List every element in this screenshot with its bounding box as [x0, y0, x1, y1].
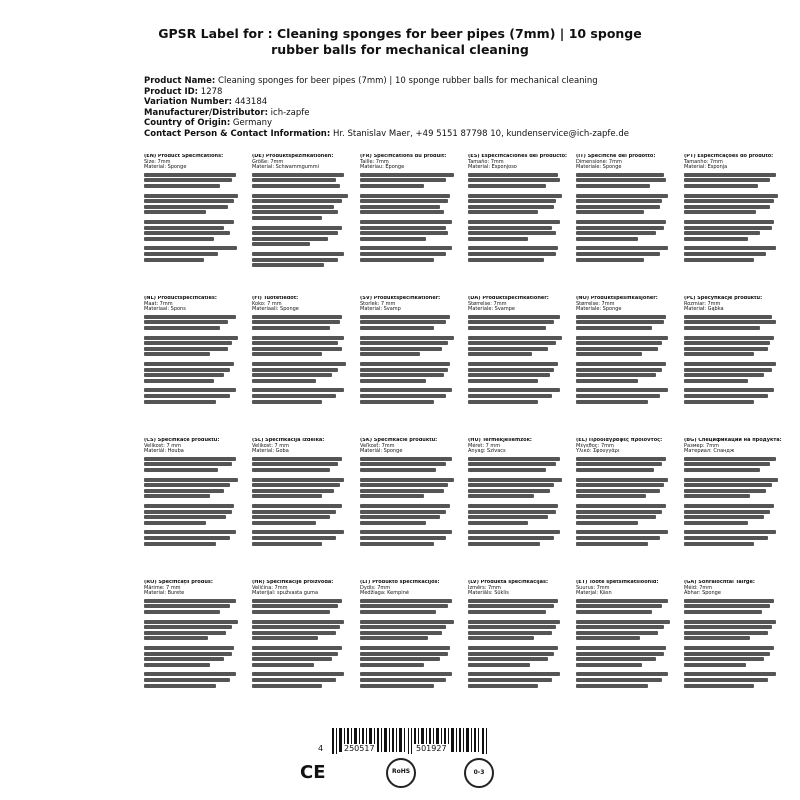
language-line: Mărime: 7 mm — [144, 584, 181, 591]
text-lines — [144, 173, 244, 262]
language-line: Größe: 7mm — [252, 158, 284, 165]
language-line: Materiaali: Sponge — [252, 306, 299, 313]
meta-row — [144, 76, 784, 87]
language-header: (PL) Specyfikacje produktu: — [684, 296, 763, 301]
language-header: (CS) Specifikace produktu: — [144, 438, 220, 443]
language-line: Material: Goba — [252, 448, 289, 455]
language-header: (PT) Especificações do produto: — [684, 154, 774, 159]
language-line: Material: Sponge — [144, 164, 187, 171]
language-line: Material: Svamp — [360, 306, 401, 313]
language-line: Tamaño: 7mm — [468, 158, 504, 165]
language-line: Dydis: 7mm — [360, 584, 391, 591]
text-lines — [684, 315, 784, 404]
language-line: Materiale: Sponge — [576, 164, 622, 171]
language-line: Material: Esponjoso — [468, 164, 517, 171]
language-header: (IT) Specifiche del prodotto: — [576, 154, 656, 159]
title-line-1: GPSR Label for : Cleaning sponges for beer pipes (7mm) | 10 sponge — [158, 26, 642, 41]
language-header: (GA) Sonraíochtaí Táirge: — [684, 580, 755, 585]
language-line: Velikost: 7 mm — [144, 442, 182, 449]
language-block — [468, 154, 568, 289]
language-line: Material: Burete — [144, 590, 185, 597]
language-block — [468, 296, 568, 431]
language-line: Méid: 7mm — [684, 584, 713, 591]
text-lines — [252, 599, 352, 688]
language-line: Rozmiar: 7mm — [684, 300, 721, 307]
text-lines — [360, 315, 460, 404]
language-block — [252, 296, 352, 431]
language-line: Size: 7mm — [144, 158, 171, 165]
language-header: (FI) Tuotetiedot: — [252, 296, 299, 301]
meta-key: Country of Origin: — [144, 118, 231, 128]
language-line: Veľkosť: 7mm — [360, 442, 395, 449]
rohs-icon — [386, 758, 416, 788]
language-header: (SL) Specifikacija izdelka: — [252, 438, 325, 443]
language-line: Anyag: Szivacs — [468, 448, 506, 455]
language-block — [360, 580, 460, 715]
meta-value: Cleaning sponges for beer pipes (7mm) | 10 sponge rubber balls for mechanical cleaning — [218, 76, 598, 86]
language-line: Materjal: Käsn — [576, 590, 612, 597]
language-line: Материал: Спандж — [684, 448, 735, 455]
text-lines — [468, 173, 568, 262]
language-line: Materijal: spužvasta guma — [252, 590, 319, 597]
language-block — [252, 580, 352, 715]
text-lines — [576, 457, 676, 546]
language-block — [360, 154, 460, 289]
meta-value: 443184 — [234, 97, 268, 107]
language-line: Medžiaga: Kempinė — [360, 590, 409, 597]
text-lines — [468, 457, 568, 546]
text-lines — [684, 599, 784, 688]
language-header: (DE) Produktspezifikationen: — [252, 154, 334, 159]
language-header: (LV) Produkta specifikācijas: — [468, 580, 548, 585]
language-header: (DA) Produktspecifikationer: — [468, 296, 549, 301]
language-header: (HR) Specifikacije proizvoda: — [252, 580, 334, 585]
age-warning-icon — [464, 758, 494, 788]
language-block — [252, 154, 352, 289]
text-lines — [360, 599, 460, 688]
language-header: (ES) Especificaciones del producto: — [468, 154, 568, 159]
meta-row — [144, 129, 784, 140]
language-row — [144, 296, 784, 436]
language-line: Størrelse: 7mm — [576, 300, 615, 307]
language-block — [684, 580, 784, 715]
language-header: (RO) Specificații produs: — [144, 580, 213, 585]
barcode-digit-3: 501927 — [416, 744, 447, 753]
language-block — [576, 580, 676, 715]
language-line: Material: Esponja — [684, 164, 728, 171]
language-line: Material: Schwammgummi — [252, 164, 320, 171]
language-block — [360, 438, 460, 573]
language-line: Materiał: Gąbka — [684, 306, 724, 313]
language-header: (NL) Productspecificaties: — [144, 296, 217, 301]
language-line: Materiál: Houba — [144, 448, 184, 455]
language-line: Materiál: Sponge — [360, 448, 403, 455]
text-lines — [144, 599, 244, 688]
text-lines — [144, 457, 244, 546]
language-row — [144, 580, 784, 720]
language-block — [576, 296, 676, 431]
language-line: Velikost: 7 mm — [252, 442, 290, 449]
language-block — [144, 296, 244, 431]
text-lines — [252, 315, 352, 404]
text-lines — [468, 315, 568, 404]
compliance-icons — [0, 758, 800, 798]
language-block — [684, 438, 784, 573]
title-line-2: rubber balls for mechanical cleaning — [271, 42, 529, 57]
language-block — [684, 296, 784, 431]
language-block — [144, 438, 244, 573]
text-lines — [252, 457, 352, 546]
language-line: Materiāls: Sūklis — [468, 590, 509, 597]
language-line: Veličina: 7mm — [252, 584, 288, 591]
language-line: Koko: 7 mm — [252, 300, 282, 307]
barcode-digit-2: 250517 — [344, 744, 375, 753]
language-line: Taille: 7mm — [360, 158, 389, 165]
text-lines — [684, 457, 784, 546]
text-lines — [144, 315, 244, 404]
text-lines — [576, 599, 676, 688]
language-header: (SK) Špecifikácie produktu: — [360, 438, 438, 443]
meta-key: Contact Person & Contact Information: — [144, 128, 331, 139]
language-block — [144, 580, 244, 715]
ce-mark-icon: CE — [300, 762, 326, 783]
language-block — [360, 296, 460, 431]
language-line: Размер: 7mm — [684, 442, 719, 449]
language-line: Maat: 7mm — [144, 300, 173, 307]
language-line: Materiale: Svampe — [468, 306, 515, 313]
language-line: Υλικό: Σφουγγάρι — [576, 448, 620, 455]
language-line: Storlek: 7 mm — [360, 300, 396, 307]
language-line: Méret: 7 mm — [468, 442, 501, 449]
language-block — [468, 438, 568, 573]
meta-value: 1278 — [200, 86, 223, 97]
language-line: Suurus: 7mm — [576, 584, 610, 591]
meta-key: Variation Number: — [144, 97, 232, 107]
language-block — [144, 154, 244, 289]
meta-key: Product Name: — [144, 76, 216, 86]
language-line: Izmērs: 7mm — [468, 584, 501, 591]
language-block — [684, 154, 784, 289]
language-line: Ábhar: Sponge — [684, 590, 721, 597]
text-lines — [360, 457, 460, 546]
language-header: (FR) Spécifications du produit: — [360, 154, 447, 159]
language-row — [144, 438, 784, 578]
text-lines — [360, 173, 460, 262]
meta-row — [144, 118, 784, 129]
text-lines — [576, 315, 676, 404]
meta-row — [144, 97, 784, 108]
text-lines — [252, 173, 352, 267]
language-block — [468, 580, 568, 715]
age-warning-label: 0-3 — [473, 769, 485, 776]
barcode-digit-1: 4 — [318, 744, 324, 753]
title — [0, 26, 800, 58]
language-header: (HU) Termékjellemzők: — [468, 438, 532, 443]
meta-row — [144, 87, 784, 98]
language-line: Materiale: Sponge — [576, 306, 622, 313]
language-line: Matériau: Éponge — [360, 164, 405, 171]
text-lines — [468, 599, 568, 688]
meta-key: Manufacturer/Distributor: — [144, 107, 268, 118]
language-line: Dimensione: 7mm — [576, 158, 622, 165]
language-header: (EL) Προδιαγραφές προϊόντος: — [576, 438, 663, 443]
meta-value: ich-zapfe — [270, 107, 310, 118]
language-line: Materiaal: Spons — [144, 306, 186, 313]
language-header: (SV) Produktspecifikationer: — [360, 296, 441, 301]
text-lines — [684, 173, 784, 262]
meta-value: Germany — [232, 118, 272, 128]
text-lines — [576, 173, 676, 262]
rohs-label: RoHS — [391, 768, 411, 775]
language-line: Størrelse: 7mm — [468, 300, 507, 307]
language-header: (BG) Спецификации на продукта: — [684, 438, 782, 443]
language-header: (ET) Toote spetsifikatsioonid: — [576, 580, 659, 585]
language-block — [252, 438, 352, 573]
meta-row — [144, 108, 784, 119]
language-row — [144, 154, 784, 294]
meta-key: Product ID: — [144, 86, 199, 97]
language-header: (LT) Produkto specifikacijos: — [360, 580, 440, 585]
meta-value: Hr. Stanislav Maer, +49 5151 87798 10, kundenservice@ich-zapfe.de — [332, 128, 629, 139]
language-block — [576, 154, 676, 289]
language-header: (NO) Produktspesifikasjoner: — [576, 296, 658, 301]
language-header: (EN) Product Specifications: — [144, 154, 224, 159]
language-block — [576, 438, 676, 573]
language-line: Μέγεθος: 7mm — [576, 442, 614, 449]
language-line: Tamanho: 7mm — [684, 158, 723, 165]
product-meta — [144, 76, 784, 139]
